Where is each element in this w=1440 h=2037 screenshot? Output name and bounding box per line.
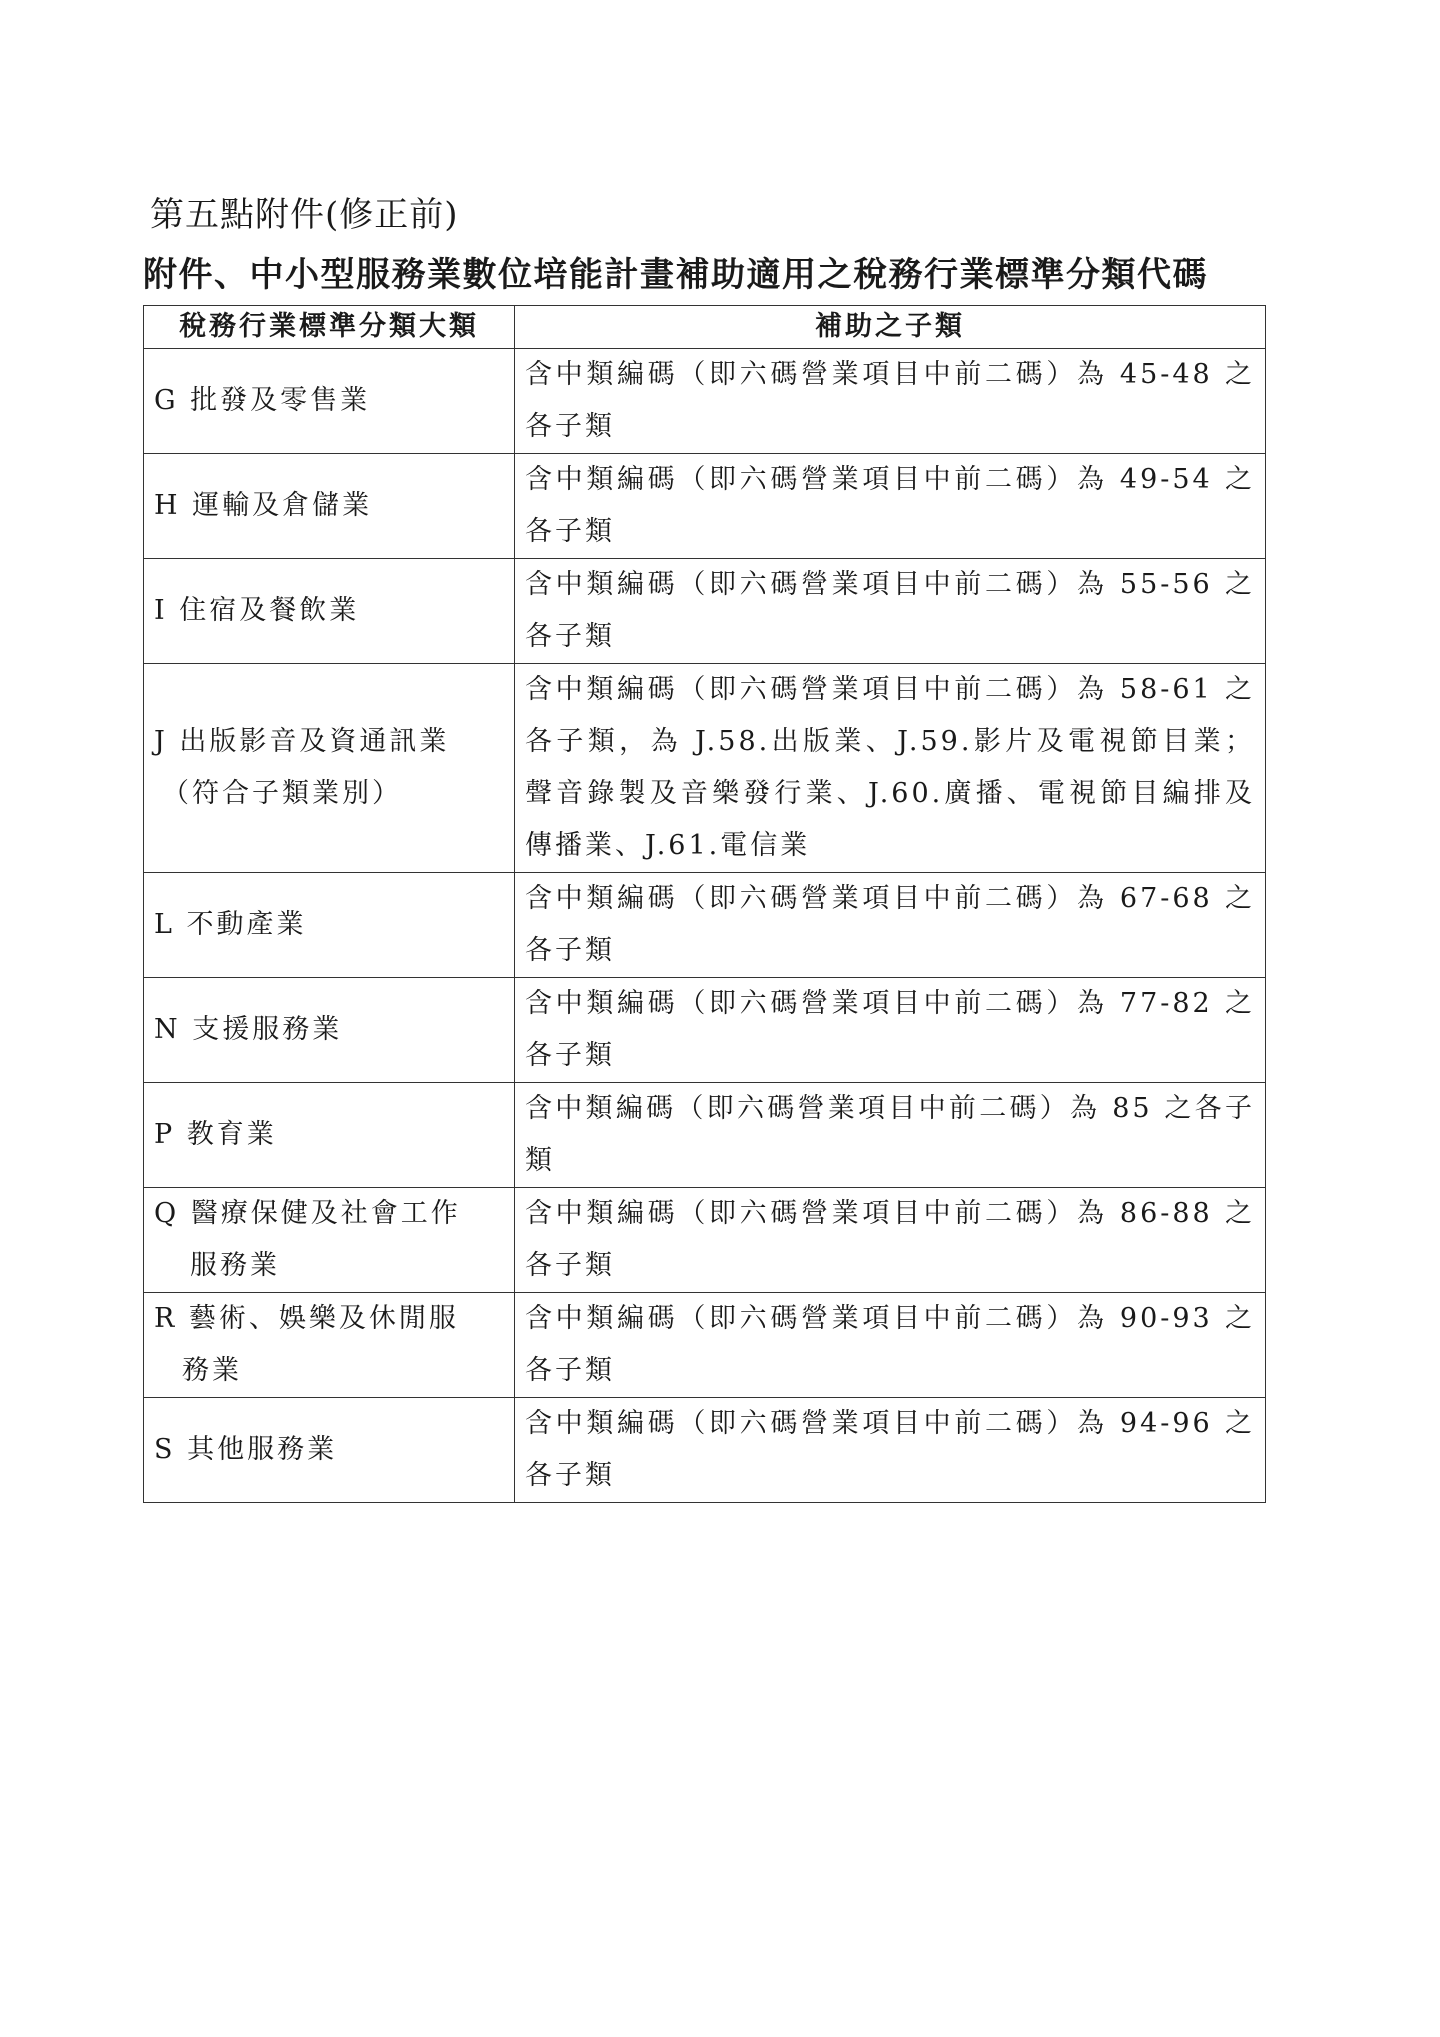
subcategory-cell: 含中類編碼（即六碼營業項目中前二碼）為 58-61 之各子類，為 J.58.出版業、J.59.影片及電視節目業；聲音錄製及音樂發行業、J.60.廣播、電視節目編排及傳播業、J.61.電信業 — [515, 664, 1266, 873]
table-row — [144, 454, 1266, 559]
table-row — [144, 664, 1266, 873]
category-label: G 批發及零售業 — [154, 385, 371, 416]
subcategory-cell: 含中類編碼（即六碼營業項目中前二碼）為 77-82 之各子類 — [515, 978, 1266, 1083]
header-category: 稅務行業標準分類大類 — [144, 306, 515, 349]
subcategory-cell: 含中類編碼（即六碼營業項目中前二碼）為 55-56 之各子類 — [515, 559, 1266, 664]
table-row — [144, 978, 1266, 1083]
category-cell — [144, 1188, 515, 1293]
document-heading: 第五點附件(修正前) — [150, 195, 459, 235]
subcategory-cell: 含中類編碼（即六碼營業項目中前二碼）為 85 之各子類 — [515, 1083, 1266, 1188]
table-row — [144, 349, 1266, 454]
category-cell — [144, 1083, 515, 1188]
subcategory-cell: 含中類編碼（即六碼營業項目中前二碼）為 94-96 之各子類 — [515, 1398, 1266, 1503]
table-header-row — [144, 306, 1266, 349]
document-title: 附件、中小型服務業數位培能計畫補助適用之稅務行業標準分類代碼 — [143, 255, 1208, 295]
category-label: L 不動產業 — [154, 909, 307, 940]
subcategory-cell: 含中類編碼（即六碼營業項目中前二碼）為 67-68 之各子類 — [515, 873, 1266, 978]
category-label: J 出版影音及資通訊業 — [154, 726, 450, 757]
category-cell — [144, 1398, 515, 1503]
header-subcategory: 補助之子類 — [515, 306, 1266, 349]
classification-table — [143, 305, 1266, 1503]
category-cell — [144, 664, 515, 873]
subcategory-cell: 含中類編碼（即六碼營業項目中前二碼）為 86-88 之各子類 — [515, 1188, 1266, 1293]
category-cell — [144, 978, 515, 1083]
subcategory-cell: 含中類編碼（即六碼營業項目中前二碼）為 90-93 之各子類 — [515, 1293, 1266, 1398]
table-row — [144, 559, 1266, 664]
table-row — [144, 1083, 1266, 1188]
category-label: I 住宿及餐飲業 — [154, 595, 360, 626]
category-label-continued: 務業 — [182, 1355, 242, 1386]
table-row — [144, 1398, 1266, 1503]
category-cell — [144, 559, 515, 664]
category-label-note: （符合子類業別） — [162, 778, 402, 809]
category-label: P 教育業 — [154, 1119, 277, 1150]
category-cell — [144, 454, 515, 559]
category-label: S 其他服務業 — [154, 1434, 338, 1465]
category-cell — [144, 1293, 515, 1398]
category-label: Q 醫療保健及社會工作 — [154, 1198, 461, 1229]
category-cell — [144, 349, 515, 454]
category-label: H 運輸及倉儲業 — [154, 490, 373, 521]
category-label-continued: 服務業 — [190, 1250, 280, 1281]
table-row — [144, 1188, 1266, 1293]
subcategory-cell: 含中類編碼（即六碼營業項目中前二碼）為 49-54 之各子類 — [515, 454, 1266, 559]
subcategory-cell: 含中類編碼（即六碼營業項目中前二碼）為 45-48 之各子類 — [515, 349, 1266, 454]
category-cell — [144, 873, 515, 978]
table-row — [144, 1293, 1266, 1398]
table-row — [144, 873, 1266, 978]
category-label: N 支援服務業 — [154, 1014, 343, 1045]
category-label: R 藝術、娛樂及休閒服 — [154, 1303, 459, 1334]
